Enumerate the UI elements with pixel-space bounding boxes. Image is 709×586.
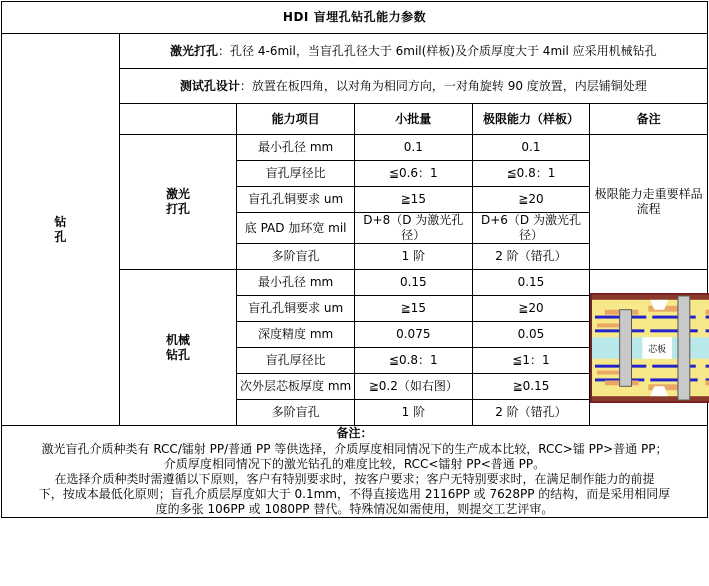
cell-item: 盲孔厚径比 (237, 161, 355, 187)
cell-small: ≧0.2（如右图） (354, 374, 472, 400)
group-mechanical-drill (119, 270, 237, 426)
footer-title: 备注： (336, 426, 373, 440)
note-row-laser (2, 34, 708, 69)
header-item: 能力项目 (237, 104, 355, 135)
note-laser-cell (119, 34, 707, 69)
note-testhole-sep: ： (239, 78, 252, 93)
cell-limit: ≧20 (472, 187, 590, 213)
cell-item: 底 PAD 加环宽 mil (237, 213, 355, 244)
group-mech-line-1: 机械 (165, 332, 190, 347)
footer-line: 激光盲孔介质种类有 RCC/镭射 PP/普通 PP 等供选择，介质厚度相同情况下的生产成本比较，RCC>镭 PP>普通 PP； (41, 442, 668, 456)
pcb-cross-section-svg (591, 294, 709, 402)
note-testhole-label: 测试孔设计 (179, 78, 240, 93)
cell-small: 0.075 (354, 322, 472, 348)
cell-limit: ≧20 (472, 296, 590, 322)
cell-limit: ≦1：1 (472, 348, 590, 374)
cell-item: 多阶盲孔 (237, 400, 355, 426)
cell-limit: ≧0.15 (472, 374, 590, 400)
cell-small: 0.15 (354, 270, 472, 296)
note-laser-label: 激光打孔 (170, 43, 219, 58)
figure-core-label: 芯板 (648, 344, 667, 355)
cell-limit: ≦0.8：1 (472, 161, 590, 187)
cell-small: 1 阶 (354, 244, 472, 270)
pcb-cross-section-diagram (590, 293, 709, 403)
footer-line: 介质厚度相同情况下的激光钻孔的难度比较，RCC<镭射 PP<普通 PP。 (163, 457, 546, 471)
note-testhole-text: 放置在板四角，以对角为相同方向，一对角旋转 90 度放置，内层铺铜处理 (251, 78, 647, 93)
cell-item: 最小孔径 mm (237, 270, 355, 296)
cell-limit: 0.1 (472, 135, 590, 161)
cell-item: 盲孔孔铜要求 um (237, 187, 355, 213)
cell-limit: D+6（D 为激光孔径） (472, 213, 590, 244)
cell-item: 多阶盲孔 (237, 244, 355, 270)
group-mech-line-2: 钻孔 (165, 347, 190, 362)
group-laser-line-1: 激光 (165, 187, 190, 201)
header-remark: 备注 (590, 104, 708, 135)
cell-figure (590, 270, 708, 426)
cell-small: ≦0.8：1 (354, 348, 472, 374)
outer-group-char-1: 钻 (54, 214, 67, 229)
footer-line: 下，按成本最低化原则；盲孔介质层厚度如大于 0.1mm，不得直接选用 2116PP 或 7628PP 的结构，而是采用相同厚 (38, 487, 671, 501)
cell-item: 次外层芯板厚度 mm (237, 374, 355, 400)
note-laser-text: 孔径 4-6mil，当盲孔孔径大于 6mil(样板)及介质厚度大于 4mil 应采用机械钻孔 (230, 43, 657, 58)
header-limit: 极限能力（样板） (472, 104, 590, 135)
header-spacer (119, 104, 237, 135)
cell-limit: 2 阶（错孔） (472, 400, 590, 426)
footer-line: 在选择介质种类时需遵循以下原则，客户有特别要求时，按客户要求；客户无特别要求时，在满足制作能力的前提 (54, 472, 655, 486)
cell-small: D+8（D 为激光孔径） (354, 213, 472, 244)
note-laser-sep: ： (218, 43, 231, 58)
footer-line: 度的多张 106PP 或 1080PP 替代。特殊情况如需使用，则提交工艺评审。 (155, 502, 554, 516)
cell-small: ≧15 (354, 187, 472, 213)
cell-item: 盲孔厚径比 (237, 348, 355, 374)
cell-limit: 0.15 (472, 270, 590, 296)
cell-item: 盲孔孔铜要求 um (237, 296, 355, 322)
outer-group-drilling (2, 34, 120, 426)
cell-limit: 2 阶（错孔） (472, 244, 590, 270)
group-laser-drill (119, 135, 237, 270)
outer-group-char-2: 孔 (54, 229, 67, 244)
title-row (2, 2, 708, 34)
page-title: HDI 盲埋孔钻孔能力参数 (2, 2, 708, 34)
footer-row (2, 426, 708, 518)
cell-small: 0.1 (354, 135, 472, 161)
note-testhole-cell (119, 69, 707, 104)
cell-item: 最小孔径 mm (237, 135, 355, 161)
cell-small: 1 阶 (354, 400, 472, 426)
capability-table (1, 1, 708, 518)
cell-remark-note: 极限能力走重要样品流程 (590, 135, 708, 270)
document-sheet (0, 1, 709, 586)
header-small-batch: 小批量 (354, 104, 472, 135)
footer-notes (2, 426, 708, 518)
cell-limit: 0.05 (472, 322, 590, 348)
group-laser-line-2: 打孔 (165, 202, 190, 216)
cell-small: ≦0.6：1 (354, 161, 472, 187)
cell-small: ≧15 (354, 296, 472, 322)
cell-item: 深度精度 mm (237, 322, 355, 348)
